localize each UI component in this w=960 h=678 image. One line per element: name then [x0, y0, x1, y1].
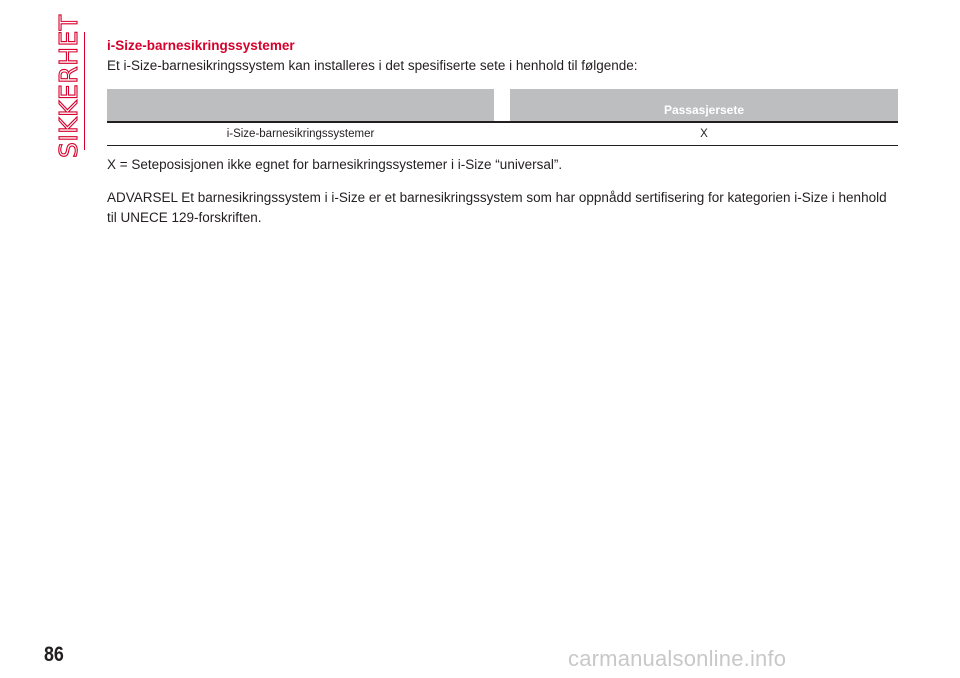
table-row-value: X — [700, 128, 708, 140]
seat-table — [107, 89, 898, 146]
table-header-passenger-seat: Passasjersete — [510, 89, 898, 121]
section-title: i-Size-barnesikringssystemer — [107, 38, 295, 53]
page-number: 86 — [44, 643, 64, 666]
table-header-row — [107, 89, 898, 123]
legend-note: X = Seteposisjonen ikke egnet for barnesikringssystemer i i-Size “universal”. — [107, 157, 563, 172]
warning-note: ADVARSEL Et barnesikringssystem i i-Size er et barnesikringssystem som har oppnådd sertifisering for kategorien i-Size i henhold til UNECE 129-forskriften. — [107, 190, 887, 225]
intro-paragraph: Et i-Size-barnesikringssystem kan installeres i det spesifiserte sete i henhold til følgende: — [107, 58, 638, 73]
watermark-text: carmanualsonline.info — [568, 646, 787, 671]
section-tab-rule — [84, 32, 85, 150]
table-row-label: i-Size-barnesikringssystemer — [226, 128, 375, 140]
table-row — [107, 123, 898, 146]
section-tab-label: SIKKERHET — [54, 14, 83, 158]
table-header-empty-cell — [107, 89, 494, 121]
table-header-gap — [494, 89, 510, 121]
